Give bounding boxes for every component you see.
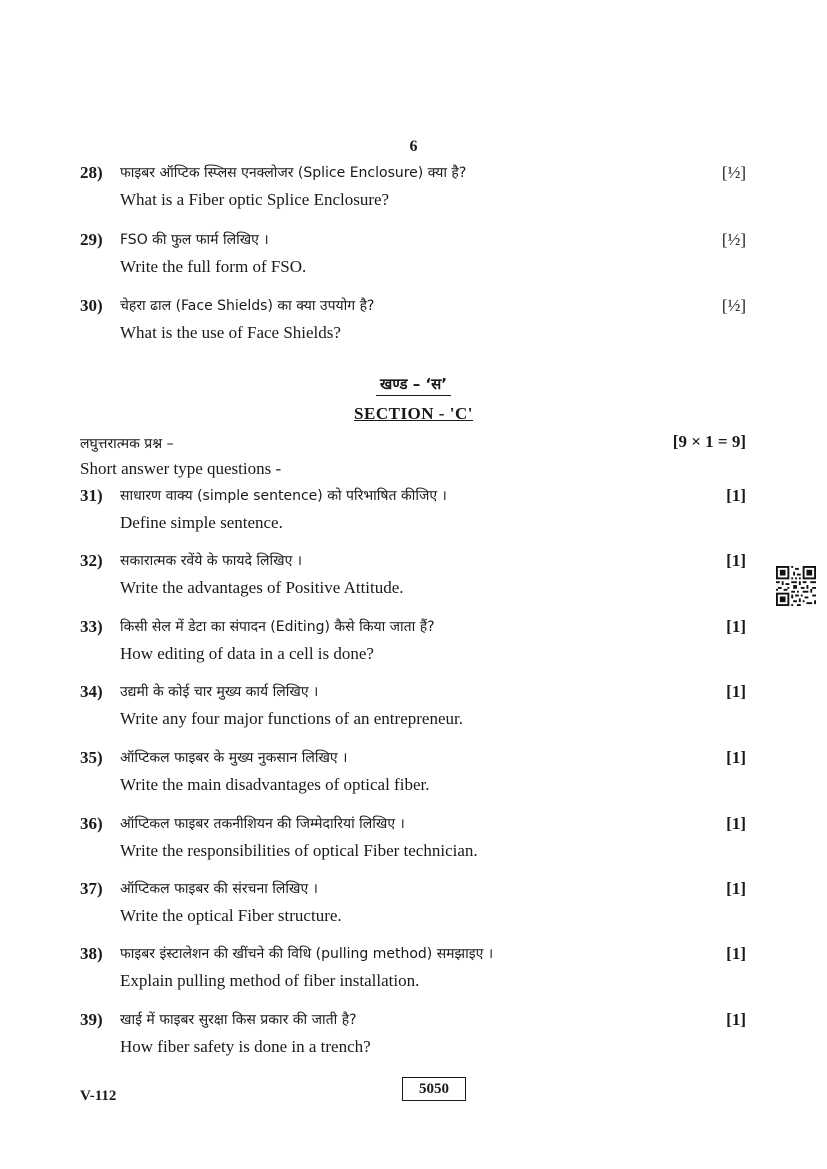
section-title-english [0,404,827,424]
question-hindi: किसी सेल में डेटा का संपादन (Editing) कैसे किया जाता हैं? [120,619,435,635]
question-marks: [1] [726,748,746,767]
section-title-hindi-text: खण्ड – ‘स’ [376,375,451,396]
page-number: 6 [409,138,418,155]
question-marks: [½] [721,230,746,249]
question-marks: [½] [721,163,746,182]
question-number: 29) [80,230,103,249]
question-hindi: खाई में फाइबर सुरक्षा किस प्रकार की जाती है? [120,1012,357,1028]
question-marks: [½] [721,296,746,315]
question-number: 36) [80,814,103,833]
section-marks: [9 × 1 = 9] [672,432,746,451]
question-marks: [1] [726,879,746,898]
question-english: Write the advantages of Positive Attitude. [120,578,404,597]
question-hindi: फाइबर ऑप्टिक स्प्लिस एनक्लोजर (Splice Enclosure) क्या है? [120,165,467,181]
section-title-hindi [0,374,827,394]
question-english: How fiber safety is done in a trench? [120,1037,371,1056]
question-number: 37) [80,879,103,898]
question-number: 30) [80,296,103,315]
question-number: 35) [80,748,103,767]
question-english: Write the main disadvantages of optical fiber. [120,775,430,794]
question-number: 28) [80,163,103,182]
question-english: Write the optical Fiber structure. [120,906,342,925]
question-number: 38) [80,944,103,963]
question-english: Write any four major functions of an entrepreneur. [120,709,463,728]
question-hindi: साधारण वाक्य (simple sentence) को परिभाषित कीजिए । [120,488,447,504]
question-english: What is a Fiber optic Splice Enclosure? [120,190,390,209]
question-hindi: उद्यमी के कोई चार मुख्य कार्य लिखिए । [120,684,319,700]
question-number: 32) [80,551,103,570]
question-hindi: ऑप्टिकल फाइबर तकनीशियन की जिम्मेदारियां लिखिए । [120,816,405,832]
footer-number-box: 5050 [402,1077,466,1101]
question-marks: [1] [726,1010,746,1029]
question-english: How editing of data in a cell is done? [120,644,374,663]
question-english: What is the use of Face Shields? [120,323,341,342]
question-number: 34) [80,682,103,701]
question-english: Explain pulling method of fiber installation. [120,971,420,990]
question-hindi: चेहरा ढाल (Face Shields) का क्या उपयोग है? [120,298,375,314]
question-hindi: सकारात्मक रवेंये के फायदे लिखिए । [120,553,303,569]
qr-code-icon [776,566,816,606]
question-hindi: FSO की फुल फार्म लिखिए । [120,232,269,248]
section-title-english-text: SECTION - 'C' [354,404,473,423]
section-intro-hindi: लघुत्तरात्मक प्रश्न – [80,436,174,452]
question-marks: [1] [726,682,746,701]
question-english: Define simple sentence. [120,513,283,532]
question-hindi: फाइबर इंस्टालेशन की खींचने की विधि (pulling method) समझाइए । [120,946,494,962]
question-hindi: ऑप्टिकल फाइबर के मुख्य नुकसान लिखिए । [120,750,348,766]
question-number: 33) [80,617,103,636]
question-marks: [1] [726,551,746,570]
question-number: 31) [80,486,103,505]
question-hindi: ऑप्टिकल फाइबर की संरचना लिखिए । [120,881,318,897]
question-english: Write the responsibilities of optical Fiber technician. [120,841,478,860]
question-marks: [1] [726,486,746,505]
paper-code: V-112 [80,1088,117,1104]
question-english: Write the full form of FSO. [120,257,307,276]
question-marks: [1] [726,814,746,833]
section-intro-english: Short answer type questions - [80,459,282,478]
question-marks: [1] [726,944,746,963]
question-number: 39) [80,1010,103,1029]
question-marks: [1] [726,617,746,636]
